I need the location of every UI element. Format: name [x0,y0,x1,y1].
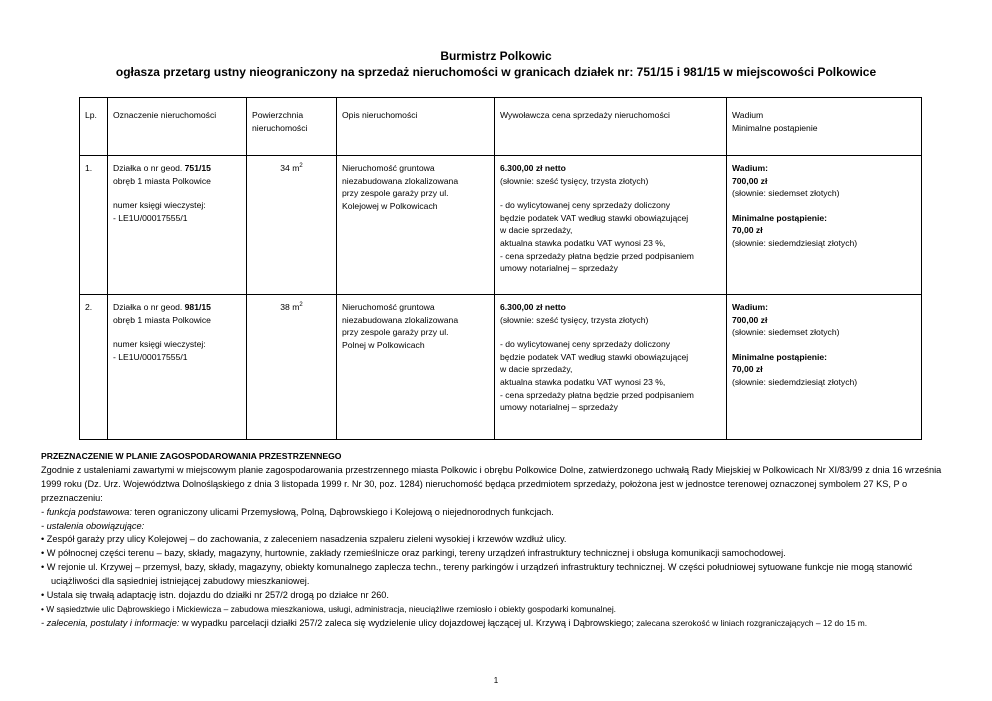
page-number: 1 [493,676,499,685]
ksiega-number: - LE1U/00017555/1 [113,212,188,223]
postapienie-slownie: (słownie: siedemdziesiąt złotych) [732,237,858,248]
opis-line: przy zespole garaży przy ul. [342,188,449,199]
cell-lp: 2. [80,295,108,440]
zoning-section [41,450,956,631]
ustalenia-label: - ustalenia obowiązujące: [41,520,145,531]
opis-line: Polnej w Polkowicach [342,339,425,350]
property-table [79,97,922,440]
dzialka-prefix: Działka o nr geod. [113,163,185,173]
list-item [41,547,956,561]
list-item-text: W północnej części terenu – bazy, składy, magazyny, hurtownie, zakłady rzemieślnicze oraz parkingi, tereny urządzeń infrastruktury technicznej i obsługa komunikacji samochodowej. [46,548,786,559]
cena-note: - do wylicytowanej ceny sprzedaży doliczony [500,339,671,350]
opis-line: Nieruchomość gruntowa [342,302,435,312]
opis-line: Kolejowej w Polkowicach [342,200,438,211]
announcement-subtitle: ogłasza przetarg ustny nieograniczony na sprzedaż nieruchomości w granicach działek nr: 751/15 i 981/15 w miejscowości Polkowice [115,65,877,79]
table-row [80,295,922,440]
funkcja-line [41,506,956,520]
cena-note: w dacie sprzedaży, [500,225,573,236]
opis-line: niezabudowana zlokalizowana [342,314,459,325]
cena-value: 6.300,00 zł netto [500,302,566,312]
table-header-row [80,98,922,156]
list-item-text: W rejonie ul. Krzywej – przemysł, bazy, składy, magazyny, obiekty komunalnego zaplecza techn., tereny parkingów i urządzeń infrastruktury technicznej. W części południowej sytuowane funkcje nie mogą stanowić uciążliwości dla sąsiedniej istniejącej zabudowy mieszkaniowej. [46,562,913,587]
dzialka-prefix: Działka o nr geod. [113,302,185,312]
announcement-title: Burmistrz Polkowic [440,49,552,63]
header-powierzchnia-line2: nieruchomości [252,122,308,133]
list-item [41,561,956,589]
header-powierzchnia-line1: Powierzchnia [252,110,304,120]
cena-slownie: (słownie: sześć tysięcy, trzysta złotych) [500,314,649,325]
header-wadium-line2: Minimalne postąpienie [732,122,818,133]
cell-cena [495,156,727,295]
area-exponent: 2 [299,163,303,170]
cena-note: - cena sprzedaży płatna będzie przed podpisaniem [500,389,694,400]
cena-note: umowy notarialnej – sprzedaży [500,402,618,413]
zalecenia-line [41,617,956,631]
zalecenia-text: w wypadku parcelacji działki 257/2 zaleca się wydzielenie ulicy dojazdowej łączącej ul. Krzywą i Dąbrowskiego; [179,617,634,628]
cena-note: umowy notarialnej – sprzedaży [500,263,618,274]
list-item [41,533,956,547]
funkcja-text: teren ograniczony ulicami Przemysłową, Polną, Dąbrowskiego i Kolejową o niejednorodnych funkcjach. [131,506,554,517]
cena-note: aktualna stawka podatku VAT wynosi 23 %, [500,376,666,387]
obreb: obręb 1 miasta Polkowice [113,175,211,186]
header-wadium-line1: Wadium [732,110,764,120]
cena-note: - cena sprzedaży płatna będzie przed podpisaniem [500,250,694,261]
cena-note: w dacie sprzedaży, [500,364,573,375]
bullet-icon: • [41,590,45,601]
ksiega-number: - LE1U/00017555/1 [113,351,188,362]
bullet-icon: • [41,562,45,573]
dzialka-number: 981/15 [184,302,211,312]
cell-wadium [727,295,922,440]
postapienie-value: 70,00 zł [732,225,763,236]
cell-powierzchnia [247,156,337,295]
postapienie-label: Minimalne postąpienie: [732,351,828,362]
header-oznaczenie: Oznaczenie nieruchomości [108,98,247,156]
cell-wadium [727,156,922,295]
list-item [41,589,956,603]
cena-note: będzie podatek VAT według stawki obowiązującej [500,212,689,223]
cell-oznaczenie [108,156,247,295]
section-paragraph: Zgodnie z ustaleniami zawartymi w miejscowym planie zagospodarowania przestrzennego miasta Polkowic i obrębu Polkowice Dolne, zatwierdzonego uchwałą Rady Miejskiej w Polkowicach Nr XI/83/99 z dnia 16 września 1999 roku (Dz. Urz. Województwa Dolnośląskiego z dnia 3 listopada 1999 r. Nr 30, poz. 1284) nieruchomość będąca przedmiotem sprzedaży, położona jest w jednostce terenowej oznaczonej symbolem 27 KS, P o przeznaczeniu: [41,464,942,503]
bullet-icon: • [41,603,44,614]
wadium-label: Wadium: [732,302,768,312]
funkcja-label: - funkcja podstawowa: [41,506,132,517]
wadium-slownie: (słownie: siedemset złotych) [732,188,840,199]
bullet-icon: • [41,534,45,545]
list-item-text: W sąsiedztwie ulic Dąbrowskiego i Mickiewicza – zabudowa mieszkaniowa, usługi, administracja, nieuciążliwe rzemiosło i obiekty gospodarki komunalnej. [46,603,617,614]
list-item [41,603,956,617]
cena-note: aktualna stawka podatku VAT wynosi 23 %, [500,237,666,248]
ksiega-label: numer księgi wieczystej: [113,339,206,350]
wadium-value: 700,00 zł [732,175,768,186]
list-item-text: Ustala się trwałą adaptację istn. dojazdu do działki nr 257/2 drogą po działce nr 260. [46,590,389,601]
area-value: 38 m [280,302,300,312]
opis-line: Nieruchomość gruntowa [342,163,435,173]
table-row [80,156,922,295]
cell-powierzchnia [247,295,337,440]
wadium-label: Wadium: [732,163,768,173]
postapienie-slownie: (słownie: siedemdziesiąt złotych) [732,376,858,387]
cell-oznaczenie [108,295,247,440]
cell-opis [337,156,495,295]
obreb: obręb 1 miasta Polkowice [113,314,211,325]
cell-lp: 1. [80,156,108,295]
zalecenia-small: zalecana szerokość w liniach rozgraniczających – 12 do 15 m. [633,617,868,628]
postapienie-label: Minimalne postąpienie: [732,212,828,223]
section-heading: PRZEZNACZENIE W PLANIE ZAGOSPODAROWANIA PRZESTRZENNEGO [41,451,342,461]
wadium-slownie: (słownie: siedemset złotych) [732,327,840,338]
cena-note: - do wylicytowanej ceny sprzedaży doliczony [500,200,671,211]
postapienie-value: 70,00 zł [732,364,763,375]
opis-line: niezabudowana zlokalizowana [342,175,459,186]
cell-opis [337,295,495,440]
ksiega-label: numer księgi wieczystej: [113,200,206,211]
cena-value: 6.300,00 zł netto [500,163,566,173]
cell-cena [495,295,727,440]
area-value: 34 m [280,163,300,173]
dzialka-number: 751/15 [184,163,211,173]
header-cena: Wywoławcza cena sprzedaży nieruchomości [495,98,727,156]
header-powierzchnia [247,98,337,156]
opis-line: przy zespole garaży przy ul. [342,327,449,338]
header-wadium [727,98,922,156]
area-exponent: 2 [299,302,303,309]
header-lp: Lp. [80,98,108,156]
header-opis: Opis nieruchomości [337,98,495,156]
wadium-value: 700,00 zł [732,314,768,325]
cena-note: będzie podatek VAT według stawki obowiązującej [500,351,689,362]
list-item-text: Zespół garaży przy ulicy Kolejowej – do zachowania, z zaleceniem nasadzenia szpaleru zieleni wysokiej i krzewów wzdłuż ulicy. [46,534,567,545]
zalecenia-label: - zalecenia, postulaty i informacje: [41,617,180,628]
bullet-icon: • [41,548,45,559]
cena-slownie: (słownie: sześć tysięcy, trzysta złotych) [500,175,649,186]
